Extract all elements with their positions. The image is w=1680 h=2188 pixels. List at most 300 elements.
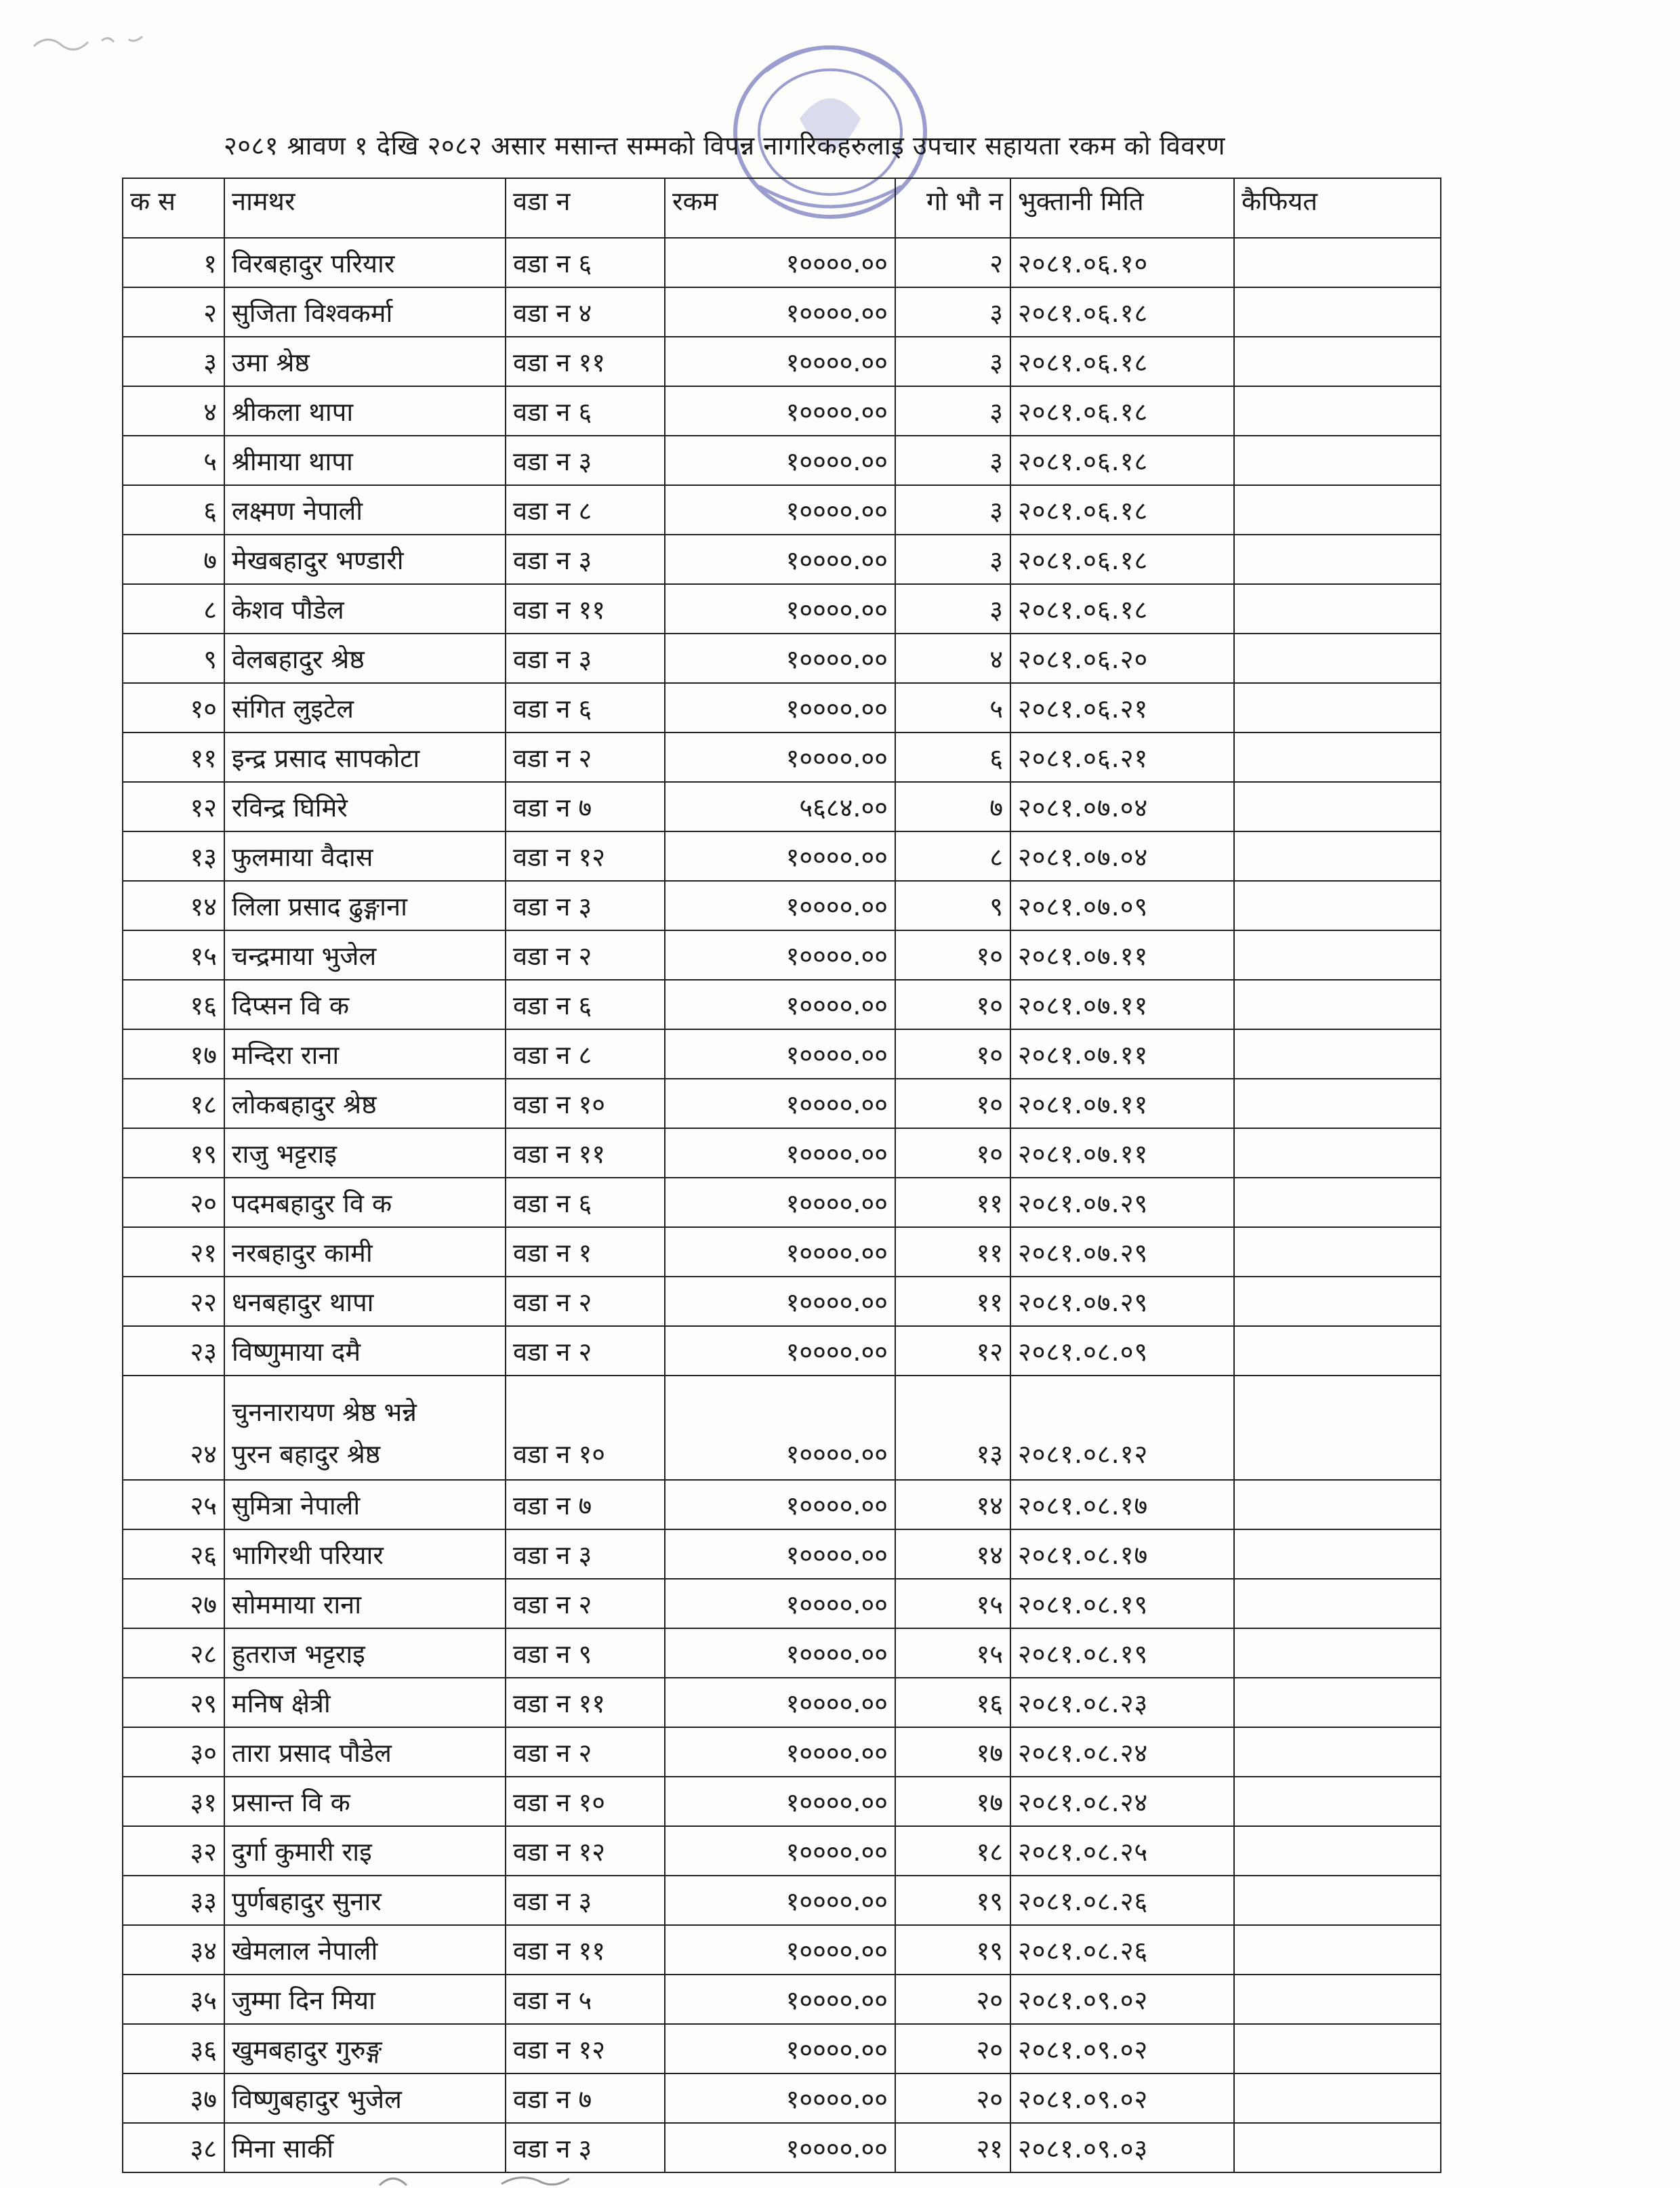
cell-date: २०८१.०६.२०	[1010, 634, 1234, 683]
table-row	[123, 1579, 1441, 1628]
cell-date: २०८१.०८.२६	[1010, 1925, 1234, 1975]
cell-amount: १००००.००	[665, 1876, 895, 1925]
cell-ward: वडा न ११	[506, 1925, 665, 1975]
header-ward: वडा न	[506, 178, 665, 238]
cell-ward: वडा न ११	[506, 584, 665, 634]
cell-date: २०८१.०६.१८	[1010, 436, 1234, 485]
table-row	[123, 881, 1441, 930]
cell-ward: वडा न १२	[506, 2024, 665, 2073]
cell-name: श्रीमाया थापा	[224, 436, 506, 485]
cell-remarks	[1234, 930, 1441, 980]
cell-amount: १००००.००	[665, 1326, 895, 1376]
cell-amount: १००००.००	[665, 436, 895, 485]
cell-date: २०८१.०६.२१	[1010, 683, 1234, 732]
cell-remarks	[1234, 1029, 1441, 1079]
cell-sn: ११	[123, 732, 224, 782]
cell-cheque: १४	[895, 1529, 1010, 1579]
cell-remarks	[1234, 1178, 1441, 1227]
cell-sn: ८	[123, 584, 224, 634]
cell-name: दुर्गा कुमारी राइ	[224, 1826, 506, 1876]
cell-cheque: ८	[895, 831, 1010, 881]
cell-sn: २३	[123, 1326, 224, 1376]
cell-name: विरबहादुर परियार	[224, 238, 506, 287]
cell-name: लोकबहादुर श्रेष्ठ	[224, 1079, 506, 1128]
cell-name: श्रीकला थापा	[224, 386, 506, 436]
table-row	[123, 485, 1441, 535]
cell-cheque: २०	[895, 2024, 1010, 2073]
cell-cheque: ३	[895, 485, 1010, 535]
table-row	[123, 1178, 1441, 1227]
cell-sn: १२	[123, 782, 224, 831]
cell-amount: १००००.००	[665, 1925, 895, 1975]
table-row	[123, 1628, 1441, 1678]
cell-ward: वडा न ३	[506, 1876, 665, 1925]
cell-ward: वडा न ३	[506, 436, 665, 485]
table-row	[123, 683, 1441, 732]
table-row	[123, 782, 1441, 831]
cell-amount: १००००.००	[665, 535, 895, 584]
cell-remarks	[1234, 881, 1441, 930]
cell-date: २०८१.०७.११	[1010, 1029, 1234, 1079]
header-amount: रकम	[665, 178, 895, 238]
table-row	[123, 584, 1441, 634]
cell-sn: २६	[123, 1529, 224, 1579]
table-row	[123, 634, 1441, 683]
cell-date: २०८१.०८.१९	[1010, 1579, 1234, 1628]
cell-ward: वडा न ६	[506, 683, 665, 732]
cell-amount: १००००.००	[665, 287, 895, 337]
cell-date: २०८१.०७.२९	[1010, 1178, 1234, 1227]
cell-remarks	[1234, 1678, 1441, 1727]
cell-remarks	[1234, 1925, 1441, 1975]
table-row	[123, 1029, 1441, 1079]
cell-name: मेखबहादुर भण्डारी	[224, 535, 506, 584]
cell-remarks	[1234, 1777, 1441, 1826]
table-row	[123, 1079, 1441, 1128]
cell-cheque: १०	[895, 1079, 1010, 1128]
cell-ward: वडा न १०	[506, 1777, 665, 1826]
cell-amount: १००००.००	[665, 1227, 895, 1277]
cell-ward: वडा न २	[506, 1277, 665, 1326]
cell-date: २०८१.०७.०९	[1010, 881, 1234, 930]
cell-ward: वडा न १०	[506, 1376, 665, 1480]
cell-cheque: १९	[895, 1925, 1010, 1975]
cell-date: २०८१.०६.१८	[1010, 584, 1234, 634]
cell-name: नरबहादुर कामी	[224, 1227, 506, 1277]
cell-cheque: ११	[895, 1178, 1010, 1227]
cell-amount: १००००.००	[665, 1480, 895, 1529]
cell-ward: वडा न ३	[506, 2123, 665, 2172]
cell-amount: १००००.००	[665, 1678, 895, 1727]
cell-amount: १००००.००	[665, 1079, 895, 1128]
cell-name: प्रसान्त वि क	[224, 1777, 506, 1826]
cell-cheque: ३	[895, 386, 1010, 436]
cell-ward: वडा न २	[506, 1579, 665, 1628]
cell-cheque: १७	[895, 1777, 1010, 1826]
cell-remarks	[1234, 831, 1441, 881]
cell-remarks	[1234, 1326, 1441, 1376]
cell-remarks	[1234, 2024, 1441, 2073]
cell-cheque: ७	[895, 782, 1010, 831]
cell-name: केशव पौडेल	[224, 584, 506, 634]
cell-remarks	[1234, 2123, 1441, 2172]
cell-sn: २८	[123, 1628, 224, 1678]
cell-ward: वडा न ३	[506, 881, 665, 930]
document-title: २०८१ श्रावण १ देखि २०८२ असार मसान्त सम्मको विपन्न नागरिकहरुलाइ उपचार सहायता रकम को विवरण	[224, 131, 1225, 161]
cell-ward: वडा न ८	[506, 485, 665, 535]
cell-amount: १००००.००	[665, 1376, 895, 1480]
cell-remarks	[1234, 1128, 1441, 1178]
cell-amount: १००००.००	[665, 1975, 895, 2024]
cell-ward: वडा न १	[506, 1227, 665, 1277]
table-row	[123, 930, 1441, 980]
footer-signature-marks	[366, 2165, 773, 2188]
cell-amount: १००००.००	[665, 1826, 895, 1876]
cell-remarks	[1234, 980, 1441, 1029]
cell-amount: १००००.००	[665, 1128, 895, 1178]
cell-remarks	[1234, 1227, 1441, 1277]
cell-sn: ३६	[123, 2024, 224, 2073]
header-date: भुक्तानी मिति	[1010, 178, 1234, 238]
cell-sn: २५	[123, 1480, 224, 1529]
cell-sn: २४	[123, 1376, 224, 1480]
cell-ward: वडा न ६	[506, 980, 665, 1029]
table-row	[123, 1925, 1441, 1975]
cell-cheque: १२	[895, 1326, 1010, 1376]
cell-name: पुर्णबहादुर सुनार	[224, 1876, 506, 1925]
cell-ward: वडा न १०	[506, 1079, 665, 1128]
cell-ward: वडा न ४	[506, 287, 665, 337]
cell-sn: १३	[123, 831, 224, 881]
cell-date: २०८१.०७.११	[1010, 1079, 1234, 1128]
cell-name: राजु भट्टराइ	[224, 1128, 506, 1178]
cell-date: २०८१.०९.०२	[1010, 1975, 1234, 2024]
table-row	[123, 1480, 1441, 1529]
cell-date: २०८१.०८.१७	[1010, 1480, 1234, 1529]
table-row	[123, 535, 1441, 584]
table-row	[123, 1376, 1441, 1480]
cell-name: लक्ष्मण नेपाली	[224, 485, 506, 535]
cell-name: खुमबहादुर गुरुङ्ग	[224, 2024, 506, 2073]
cell-ward: वडा न २	[506, 930, 665, 980]
cell-remarks	[1234, 1826, 1441, 1876]
cell-amount: १००००.००	[665, 732, 895, 782]
cell-remarks	[1234, 1079, 1441, 1128]
cell-remarks	[1234, 238, 1441, 287]
cell-date: २०८१.०९.०२	[1010, 2024, 1234, 2073]
cell-cheque: ३	[895, 584, 1010, 634]
cell-sn: ५	[123, 436, 224, 485]
cell-amount: १००००.००	[665, 337, 895, 386]
cell-remarks	[1234, 782, 1441, 831]
cell-cheque: ९	[895, 881, 1010, 930]
table-row	[123, 1727, 1441, 1777]
cell-name: दिप्सन वि क	[224, 980, 506, 1029]
table-row	[123, 2073, 1441, 2123]
cell-ward: वडा न २	[506, 1727, 665, 1777]
cell-sn: ३४	[123, 1925, 224, 1975]
cell-remarks	[1234, 485, 1441, 535]
cell-date: २०८१.०६.१८	[1010, 535, 1234, 584]
cell-date: २०८१.०९.०३	[1010, 2123, 1234, 2172]
cell-remarks	[1234, 2073, 1441, 2123]
table-row	[123, 732, 1441, 782]
cell-ward: वडा न ११	[506, 1678, 665, 1727]
cell-date: २०८१.०७.११	[1010, 1128, 1234, 1178]
cell-ward: वडा न १२	[506, 831, 665, 881]
cell-cheque: १७	[895, 1727, 1010, 1777]
cell-date: २०८१.०६.२१	[1010, 732, 1234, 782]
cell-name-line1: चुननारायण श्रेष्ठ भन्ने	[232, 1397, 417, 1427]
table-header-row	[123, 178, 1441, 238]
cell-cheque: ५	[895, 683, 1010, 732]
cell-ward: वडा न १२	[506, 1826, 665, 1876]
cell-sn: ७	[123, 535, 224, 584]
cell-sn: १५	[123, 930, 224, 980]
cell-name: पदमबहादुर वि क	[224, 1178, 506, 1227]
cell-amount: ५६८४.००	[665, 782, 895, 831]
cell-date: २०८१.०७.०४	[1010, 782, 1234, 831]
cell-remarks	[1234, 1277, 1441, 1326]
cell-cheque: १०	[895, 1128, 1010, 1178]
cell-remarks	[1234, 436, 1441, 485]
cell-date: २०८१.०९.०२	[1010, 2073, 1234, 2123]
cell-date: २०८१.०७.११	[1010, 930, 1234, 980]
table-row	[123, 1826, 1441, 1876]
cell-sn: ३३	[123, 1876, 224, 1925]
cell-remarks	[1234, 1628, 1441, 1678]
cell-cheque: २१	[895, 2123, 1010, 2172]
cell-date: २०८१.०८.२४	[1010, 1727, 1234, 1777]
cell-cheque: १०	[895, 980, 1010, 1029]
cell-amount: १००००.००	[665, 2123, 895, 2172]
cell-date: २०८१.०६.१८	[1010, 337, 1234, 386]
cell-name-line2: पुरन बहादुर श्रेष्ठ	[232, 1439, 381, 1469]
cell-date: २०८१.०८.१२	[1010, 1376, 1234, 1480]
cell-name: मनिष क्षेत्री	[224, 1678, 506, 1727]
table-row	[123, 1777, 1441, 1826]
cell-amount: १००००.००	[665, 2073, 895, 2123]
cell-sn: १४	[123, 881, 224, 930]
cell-cheque: ११	[895, 1277, 1010, 1326]
cell-cheque: ३	[895, 436, 1010, 485]
cell-remarks	[1234, 634, 1441, 683]
cell-sn: २७	[123, 1579, 224, 1628]
cell-name: चन्द्रमाया भुजेल	[224, 930, 506, 980]
cell-sn: २	[123, 287, 224, 337]
cell-sn: २०	[123, 1178, 224, 1227]
cell-date: २०८१.०८.०९	[1010, 1326, 1234, 1376]
cell-amount: १००००.००	[665, 485, 895, 535]
cell-cheque: २०	[895, 2073, 1010, 2123]
table-row	[123, 1277, 1441, 1326]
cell-ward: वडा न ६	[506, 1178, 665, 1227]
cell-remarks	[1234, 337, 1441, 386]
cell-name: मन्दिरा राना	[224, 1029, 506, 1079]
cell-sn: ३७	[123, 2073, 224, 2123]
cell-remarks	[1234, 1480, 1441, 1529]
table-row	[123, 2123, 1441, 2172]
cell-cheque: ६	[895, 732, 1010, 782]
cell-cheque: ३	[895, 337, 1010, 386]
cell-date: २०८१.०८.१९	[1010, 1628, 1234, 1678]
cell-amount: १००००.००	[665, 1628, 895, 1678]
table-row	[123, 287, 1441, 337]
cell-name: विष्णुमाया दमै	[224, 1326, 506, 1376]
cell-date: २०८१.०८.२४	[1010, 1777, 1234, 1826]
cell-name: जुम्मा दिन मिया	[224, 1975, 506, 2024]
cell-ward: वडा न ११	[506, 1128, 665, 1178]
cell-name: सुमित्रा नेपाली	[224, 1480, 506, 1529]
cell-amount: १००००.००	[665, 238, 895, 287]
cell-name: भागिरथी परियार	[224, 1529, 506, 1579]
cell-remarks	[1234, 1579, 1441, 1628]
cell-name: वेलबहादुर श्रेष्ठ	[224, 634, 506, 683]
cell-name: सुजिता विश्वकर्मा	[224, 287, 506, 337]
cell-sn: १८	[123, 1079, 224, 1128]
cell-ward: वडा न ३	[506, 634, 665, 683]
table-row	[123, 980, 1441, 1029]
cell-sn: २९	[123, 1678, 224, 1727]
cell-amount: १००००.००	[665, 930, 895, 980]
cell-amount: १००००.००	[665, 831, 895, 881]
cell-remarks	[1234, 584, 1441, 634]
cell-date: २०८१.०७.०४	[1010, 831, 1234, 881]
cell-name: रविन्द्र घिमिरे	[224, 782, 506, 831]
table-row	[123, 1678, 1441, 1727]
cell-amount: १००००.००	[665, 980, 895, 1029]
cell-cheque: ४	[895, 634, 1010, 683]
cell-remarks	[1234, 535, 1441, 584]
cell-cheque: १९	[895, 1876, 1010, 1925]
cell-sn: १९	[123, 1128, 224, 1178]
cell-name	[224, 1376, 506, 1480]
table-row	[123, 1128, 1441, 1178]
cell-name: उमा श्रेष्ठ	[224, 337, 506, 386]
cell-name: मिना सार्की	[224, 2123, 506, 2172]
cell-cheque: १५	[895, 1579, 1010, 1628]
cell-remarks	[1234, 1529, 1441, 1579]
cell-name: हुतराज भट्टराइ	[224, 1628, 506, 1678]
cell-sn: ६	[123, 485, 224, 535]
cell-sn: ३२	[123, 1826, 224, 1876]
cell-name: धनबहादुर थापा	[224, 1277, 506, 1326]
cell-cheque: ३	[895, 287, 1010, 337]
table-row	[123, 831, 1441, 881]
cell-sn: ३०	[123, 1727, 224, 1777]
table-row	[123, 1326, 1441, 1376]
cell-sn: १६	[123, 980, 224, 1029]
cell-name: इन्द्र प्रसाद सापकोटा	[224, 732, 506, 782]
cell-cheque: १५	[895, 1628, 1010, 1678]
cell-sn: ९	[123, 634, 224, 683]
cell-amount: १००००.००	[665, 1727, 895, 1777]
cell-ward: वडा न ९	[506, 1628, 665, 1678]
table-row	[123, 1876, 1441, 1925]
cell-amount: १००००.००	[665, 1029, 895, 1079]
header-sn: क स	[123, 178, 224, 238]
cell-date: २०८१.०६.१०	[1010, 238, 1234, 287]
cell-ward: वडा न ५	[506, 1975, 665, 2024]
cell-remarks	[1234, 386, 1441, 436]
cell-sn: ३१	[123, 1777, 224, 1826]
cell-date: २०८१.०८.२६	[1010, 1876, 1234, 1925]
cell-amount: १००००.००	[665, 634, 895, 683]
cell-date: २०८१.०७.११	[1010, 980, 1234, 1029]
cell-cheque: १८	[895, 1826, 1010, 1876]
cell-amount: १००००.००	[665, 1579, 895, 1628]
cell-date: २०८१.०८.१७	[1010, 1529, 1234, 1579]
cell-cheque: ११	[895, 1227, 1010, 1277]
cell-date: २०८१.०८.२३	[1010, 1678, 1234, 1727]
cell-cheque: २	[895, 238, 1010, 287]
cell-cheque: ३	[895, 535, 1010, 584]
table-row	[123, 337, 1441, 386]
table-row	[123, 1975, 1441, 2024]
cell-ward: वडा न ८	[506, 1029, 665, 1079]
cell-name: तारा प्रसाद पौडेल	[224, 1727, 506, 1777]
cell-ward: वडा न ३	[506, 1529, 665, 1579]
cell-amount: १००००.००	[665, 683, 895, 732]
table-body	[123, 238, 1441, 2172]
cell-sn: १७	[123, 1029, 224, 1079]
cell-amount: १००००.००	[665, 1529, 895, 1579]
table-row	[123, 1227, 1441, 1277]
cell-sn: २२	[123, 1277, 224, 1326]
header-remarks: कैफियत	[1234, 178, 1441, 238]
cell-ward: वडा न ७	[506, 2073, 665, 2123]
cell-remarks	[1234, 732, 1441, 782]
cell-amount: १००००.००	[665, 881, 895, 930]
header-cheque: गो भौ न	[895, 178, 1010, 238]
cell-ward: वडा न २	[506, 732, 665, 782]
cell-sn: १०	[123, 683, 224, 732]
cell-remarks	[1234, 287, 1441, 337]
cell-remarks	[1234, 683, 1441, 732]
cell-remarks	[1234, 1975, 1441, 2024]
cell-cheque: १६	[895, 1678, 1010, 1727]
cell-amount: १००००.००	[665, 1277, 895, 1326]
cell-sn: २१	[123, 1227, 224, 1277]
cell-amount: १००००.००	[665, 1777, 895, 1826]
assistance-table	[122, 178, 1440, 2173]
table-row	[123, 436, 1441, 485]
cell-date: २०८१.०८.२५	[1010, 1826, 1234, 1876]
cell-sn: ३५	[123, 1975, 224, 2024]
cell-cheque: १४	[895, 1480, 1010, 1529]
cell-remarks	[1234, 1727, 1441, 1777]
cell-sn: १	[123, 238, 224, 287]
cell-amount: १००००.००	[665, 386, 895, 436]
cell-name: विष्णुबहादुर भुजेल	[224, 2073, 506, 2123]
cell-ward: वडा न ११	[506, 337, 665, 386]
cell-name: खेमलाल नेपाली	[224, 1925, 506, 1975]
cell-cheque: १०	[895, 930, 1010, 980]
cell-date: २०८१.०६.१८	[1010, 485, 1234, 535]
cell-ward: वडा न ६	[506, 386, 665, 436]
cell-date: २०८१.०७.२९	[1010, 1277, 1234, 1326]
cell-name: फुलमाया वैदास	[224, 831, 506, 881]
cell-ward: वडा न ७	[506, 1480, 665, 1529]
cell-name: संगित लुइटेल	[224, 683, 506, 732]
cell-cheque: २०	[895, 1975, 1010, 2024]
table-row	[123, 386, 1441, 436]
cell-name: लिला प्रसाद ढुङ्गाना	[224, 881, 506, 930]
cell-amount: १००००.००	[665, 584, 895, 634]
cell-amount: १००००.००	[665, 1178, 895, 1227]
cell-ward: वडा न २	[506, 1326, 665, 1376]
cell-date: २०८१.०६.१८	[1010, 386, 1234, 436]
